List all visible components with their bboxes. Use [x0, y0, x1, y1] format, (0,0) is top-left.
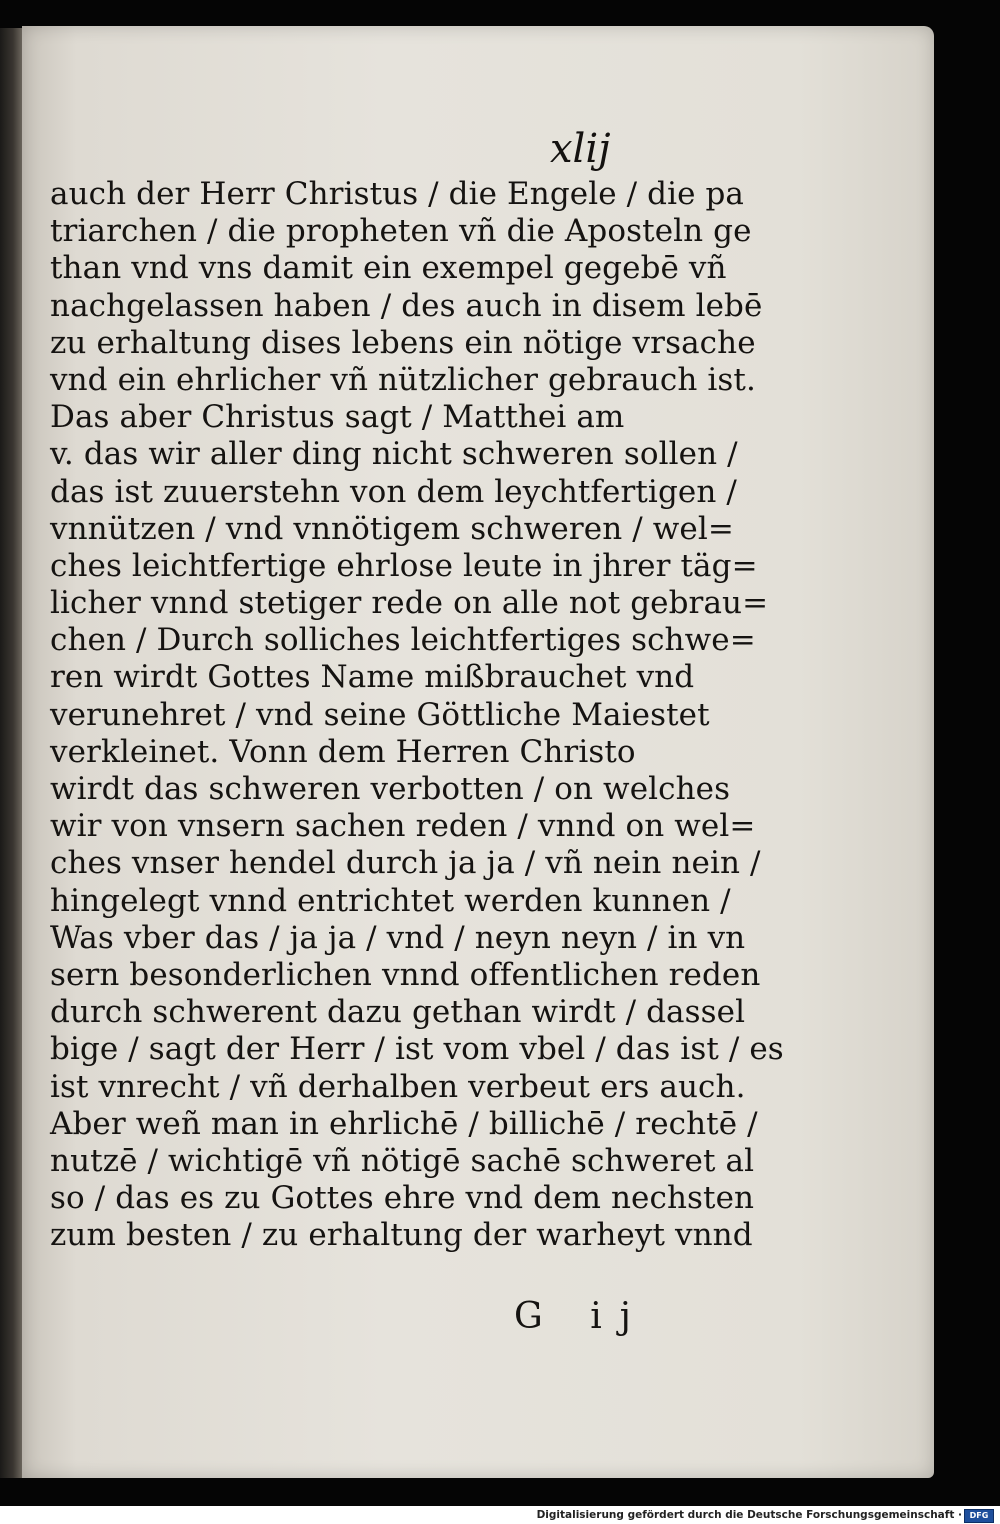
- text-line: Was vber das / ja ja / vnd / neyn neyn / in vn: [50, 919, 746, 956]
- text-line: chen / Durch solliches leichtfertiges schwe=: [50, 622, 756, 659]
- text-line: zum besten / zu erhaltung der warheyt vnnd: [50, 1217, 753, 1254]
- text-line: bige / sagt der Herr / ist vom vbel / das ist / es: [50, 1031, 784, 1068]
- text-line: nachgelassen haben / des auch in disem lebē: [50, 287, 763, 324]
- text-line: wir von vnsern sachen reden / vnnd on wel=: [50, 808, 756, 845]
- folio-number: xlij: [550, 126, 611, 172]
- signature-mark: G ij: [514, 1296, 649, 1337]
- text-line: Aber weñ man in ehrlichē / billichē / rechtē /: [50, 1105, 758, 1142]
- text-line: than vnd vns damit ein exempel gegebē vñ: [50, 250, 727, 287]
- text-line: ist vnrecht / vñ derhalben verbeut ers auch.: [50, 1068, 746, 1105]
- text-line: vnnützen / vnd vnnötigem schweren / wel=: [50, 510, 734, 547]
- text-line: Das aber Christus sagt / Matthei am: [50, 399, 625, 436]
- text-line: verkleinet. Vonn dem Herren Christo: [50, 733, 636, 770]
- book-page: [22, 26, 934, 1478]
- text-line: licher vnnd stetiger rede on alle not gebrau=: [50, 585, 769, 622]
- text-line: wirdt das schweren verbotten / on welches: [50, 771, 731, 807]
- text-line: ches vnser hendel durch ja ja / vñ nein nein /: [50, 845, 761, 882]
- text-line: verunehret / vnd seine Göttliche Maiestet: [50, 696, 710, 733]
- text-block: [50, 176, 784, 1254]
- footer-bar: [0, 1506, 1000, 1524]
- text-line: sern besonderlichen vnnd offentlichen reden: [50, 956, 761, 993]
- text-line: nutzē / wichtigē vñ nötigē sachē schweret al: [50, 1142, 755, 1179]
- text-line: das ist zuuerstehn von dem leychtfertigen /: [50, 473, 737, 510]
- text-line: ren wirdt Gottes Name mißbrauchet vnd: [50, 659, 695, 696]
- text-line: hingelegt vnnd entrichtet werden kunnen /: [50, 882, 731, 919]
- text-line: vnd ein ehrlicher vñ nützlicher gebrauch ist.: [50, 361, 756, 398]
- dfg-logo-icon: DFG: [964, 1509, 994, 1523]
- text-line: auch der Herr Christus / die Engele / die pa: [50, 176, 745, 212]
- text-line: so / das es zu Gottes ehre vnd dem nechsten: [50, 1180, 755, 1217]
- funding-credit: Digitalisierung gefördert durch die Deutsche Forschungsgemeinschaft ·: [536, 1509, 962, 1521]
- text-line: zu erhaltung dises lebens ein nötige vrsache: [50, 324, 756, 361]
- text-line: durch schwerent dazu gethan wirdt / dassel: [50, 994, 746, 1031]
- text-line: ches leichtfertige ehrlose leute in jhrer täg=: [50, 547, 758, 584]
- text-line: triarchen / die propheten vñ die Aposteln ge: [50, 213, 752, 250]
- book-spine: [0, 28, 22, 1478]
- text-line: v. das wir aller ding nicht schweren sollen /: [50, 436, 738, 473]
